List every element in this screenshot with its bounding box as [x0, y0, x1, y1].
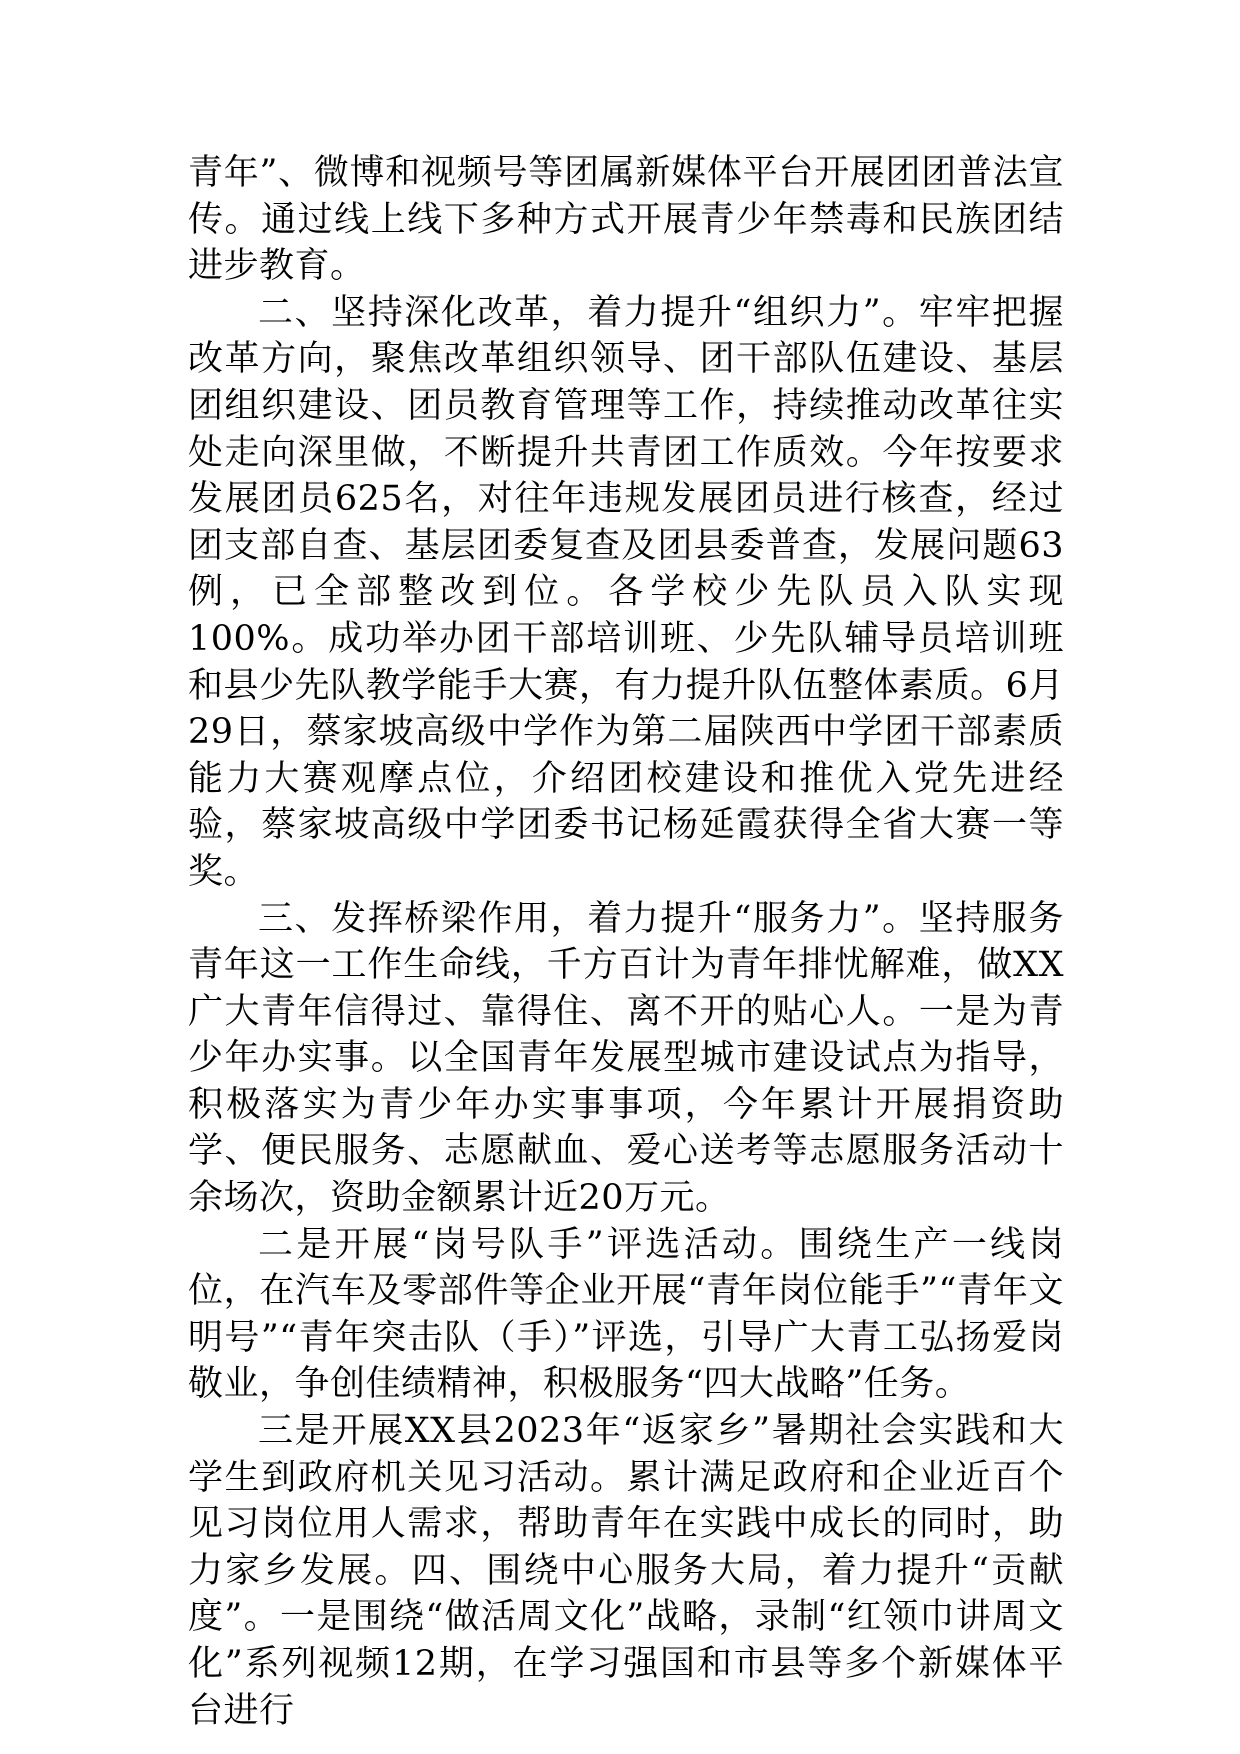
paragraph-4: 二是开展“岗号队手”评选活动。围绕生产一线岗位，在汽车及零部件等企业开展“青年岗位能手”“青年文明号”“青年突击队（手）”评选，引导广大青工弘扬爱岗敬业，争创佳绩精神，积极服务“四大战略”任务。	[188, 1224, 1064, 1405]
paragraph-3: 三、发挥桥梁作用，着力提升“服务力”。坚持服务青年这一工作生命线，千方百计为青年排忧解难，做XX广大青年信得过、靠得住、离不开的贴心人。一是为青少年办实事。以全国青年发展型城市建设试点为指导，积极落实为青少年办实事事项，今年累计开展捐资助学、便民服务、志愿献血、爱心送考等志愿服务活动十余场次，资助金额累计近20万元。	[188, 898, 1064, 1219]
paragraph-5: 三是开展XX县2023年“返家乡”暑期社会实践和大学生到政府机关见习活动。累计满足政府和企业近百个见习岗位用人需求，帮助青年在实践中成长的同时，助力家乡发展。四、围绕中心服务大局，着力提升“贡献度”。一是围绕“做活周文化”战略，录制“红领巾讲周文化”系列视频12期，在学习强国和市县等多个新媒体平台进行	[188, 1411, 1064, 1731]
document-page	[188, 150, 1064, 1734]
paragraph-1: 青年”、微博和视频号等团属新媒体平台开展团团普法宣传。通过线上线下多种方式开展青少年禁毒和民族团结进步教育。	[188, 153, 1064, 287]
paragraph-2: 二、坚持深化改革，着力提升“组织力”。牢牢把握改革方向，聚焦改革组织领导、团干部队伍建设、基层团组织建设、团员教育管理等工作，持续推动改革往实处走向深里做，不断提升共青团工作质效。今年按要求发展团员625名，对往年违规发展团员进行核查，经过团支部自查、基层团委复查及团县委普查，发展问题63例，已全部整改到位。各学校少先队员入队实现100%。成功举办团干部培训班、少先队辅导员培训班和县少先队教学能手大赛，有力提升队伍整体素质。6月29日，蔡家坡高级中学作为第二届陕西中学团干部素质能力大赛观摩点位，介绍团校建设和推优入党先进经验，蔡家坡高级中学团委书记杨延霞获得全省大赛一等奖。	[188, 292, 1064, 892]
